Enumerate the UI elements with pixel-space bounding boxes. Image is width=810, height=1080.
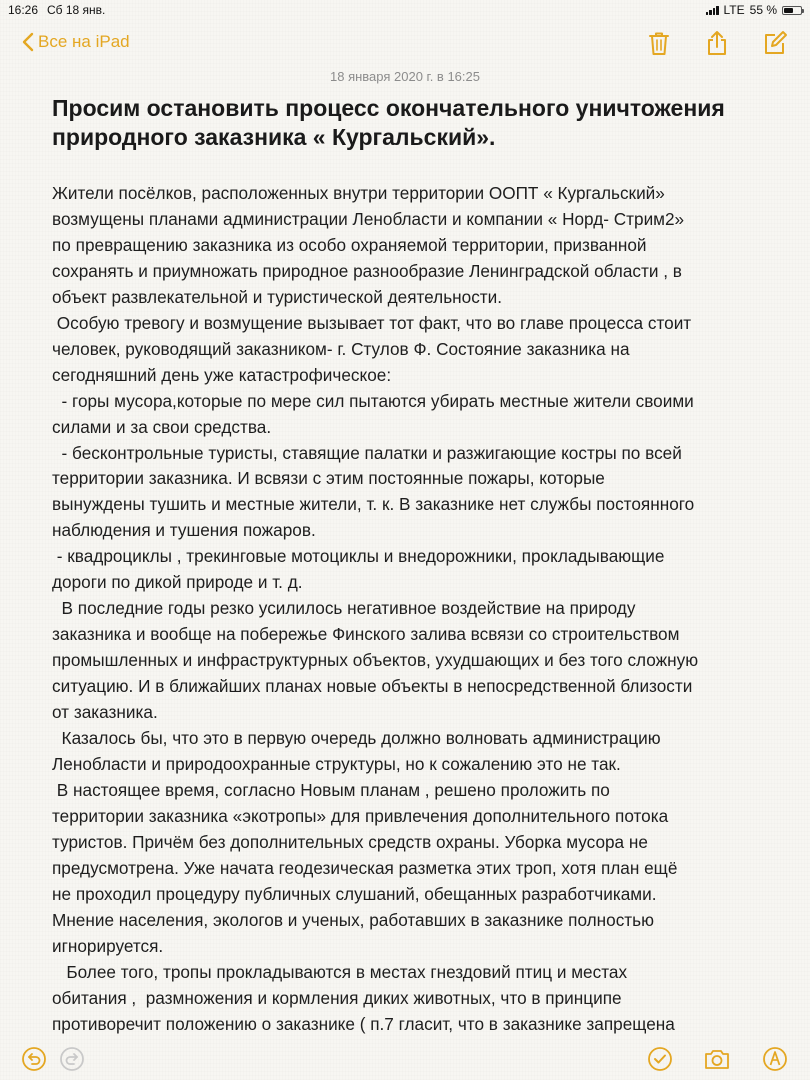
nav-bar [0,22,810,66]
note-body-line: - горы мусора,которые по мере сил пытаются убирать местные жители своими [52,390,694,411]
status-indicators [706,3,802,17]
battery-icon [782,6,802,15]
redo-icon[interactable] [59,1046,85,1072]
back-button[interactable] [22,32,130,52]
note-body-line: наблюдения и тушения пожаров. [52,520,316,541]
cellular-signal-icon [706,5,719,15]
note-body-line: силами и за свои средства. [52,416,272,437]
note-body-line: предусмотрена. Уже начата геодезическая разметка этих троп, хотя план ещё [52,857,678,878]
battery-fill [784,8,793,13]
note-title[interactable]: Просим остановить процесс окончательного уничтожения природного заказника « Кургальский». [52,95,725,150]
trash-icon[interactable] [646,30,672,56]
note-body-line: туристов. Причём без дополнительных средств охраны. Уборка мусора не [52,831,648,852]
note-body-line: человек, руководящий заказником- г. Стулов Ф. Состояние заказника на [52,338,630,359]
note-body-line: территории заказника «экотропы» для привлечения дополнительного потока [52,805,669,826]
note-body-line: - квадроциклы , трекинговые мотоциклы и внедорожники, прокладывающие [52,546,665,567]
back-button-label: Все на iPad [38,32,130,51]
note-body-line: объект развлекательной и туристической деятельности. [52,286,503,307]
status-time: 16:26 [8,3,39,17]
checklist-icon[interactable] [647,1046,673,1072]
note-body-line: заказника и вообще на побережье Финского залива всвязи со строительством [52,624,680,645]
battery-percent: 55 % [749,3,777,17]
camera-icon[interactable] [703,1046,731,1072]
note-body-line: обитания , размножения и кормления диких животных, что в принципе [52,987,622,1008]
nav-actions [646,30,788,56]
note-body-line: В настоящее время, согласно Новым планам , решено проложить по [52,779,610,800]
status-bar [0,0,810,20]
note-body-line: Мнение населения, экологов и ученых, работавших в заказнике полностью [52,909,655,930]
note-body-line: Казалось бы, что это в первую очередь должно волновать администрацию [52,728,661,749]
chevron-left-icon [22,32,34,52]
note-body-line: Особую тревогу и возмущение вызывает тот факт, что во главе процесса стоит [52,312,692,333]
note-body-line: сохранять и приумножать природное разнообразие Ленинградской области , в [52,260,682,281]
undo-icon[interactable] [21,1046,47,1072]
note-body-line: игнорируется. [52,935,164,956]
note-body-line: дороги по дикой природе и т. д. [52,572,303,593]
note-body-line: противоречит положению о заказнике ( п.7 гласит, что в заказнике запрещена [52,1013,675,1034]
share-icon[interactable] [704,30,730,56]
note-body-line: возмущены планами администрации Ленобласти и компании « Норд- Стрим2» [52,208,685,229]
markup-icon[interactable] [762,1046,788,1072]
note-body[interactable] [52,181,790,1037]
note-date: 18 января 2020 г. в 16:25 [330,69,480,84]
note-body-line: по превращению заказника из особо охраняемой территории, призванной [52,234,647,255]
note-body-line: Жители посёлков, расположенных внутри территории ООПТ « Кургальский» [52,183,665,203]
note-body-line: вынуждены тушить и местные жители, т. к. В заказнике нет службы постоянного [52,494,695,515]
note-body-line: от заказника. [52,702,158,723]
network-type: LTE [723,3,745,17]
note-body-line: не проходил процедуру публичных слушаний, обещанных разработчиками. [52,883,657,904]
note-body-line: промышленных и инфраструктурных объектов, ухудшающих и без того сложную [52,650,699,671]
bottom-toolbar [0,1036,810,1080]
note-body-line: - бесконтрольные туристы, ставящие палатки и разжигающие костры по всей [52,442,682,463]
note-body-line: сегодняшний день уже катастрофическое: [52,364,392,385]
status-date: Сб 18 янв. [47,3,106,17]
note-body-line: ситуацию. И в ближайших планах новые объекты в непосредственной близости [52,676,693,697]
note-body-line: Более того, тропы прокладываются в местах гнездовий птиц и местах [52,961,628,982]
note-body-line: территории заказника. И всвязи с этим постоянные пожары, которые [52,468,605,489]
note-body-line: Ленобласти и природоохранные структуры, но к сожалению это не так. [52,753,621,774]
note-body-line: В последние годы резко усилилось негативное воздействие на природу [52,598,636,619]
compose-icon[interactable] [762,30,788,56]
